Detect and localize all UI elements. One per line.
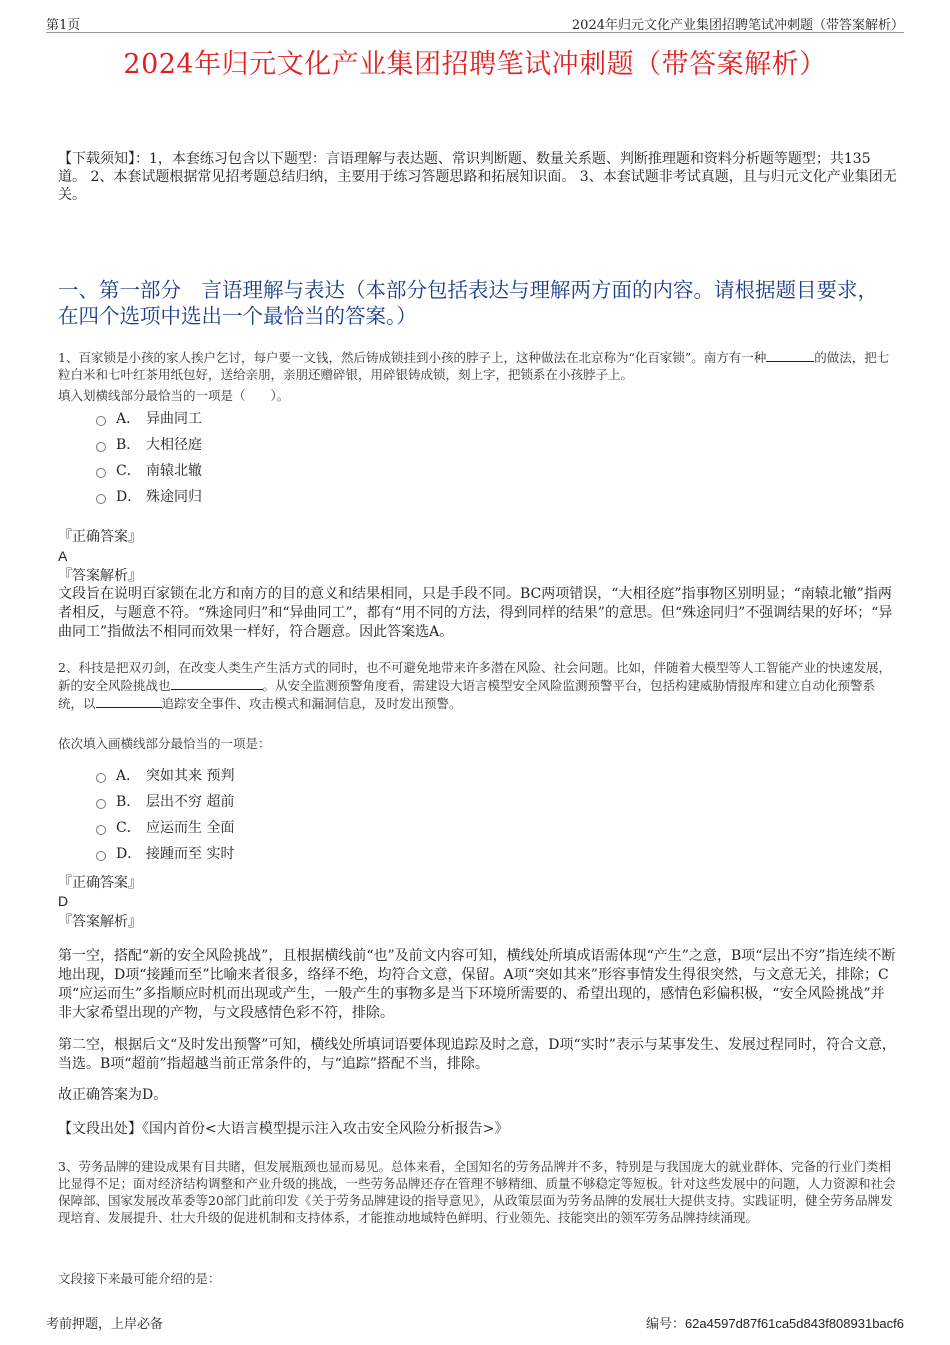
radio-icon[interactable]: [96, 468, 106, 478]
q1-stem-part-a: 1、百家锁是小孩的家人挨户乞讨，每户要一文钱，然后铸成锁挂到小孩的脖子上，这种做法在北京称为“化百家锁”。南方有一种: [58, 350, 767, 365]
radio-icon[interactable]: [96, 416, 106, 426]
footer-code-label: 编号：: [645, 1317, 685, 1332]
q2-option-b[interactable]: B． 层出不穷 超前: [96, 789, 234, 815]
radio-icon[interactable]: [96, 851, 106, 861]
radio-icon[interactable]: [96, 773, 106, 783]
header-page-number: 第1页: [46, 18, 81, 33]
footer-code-value: 62a4597d87f61ca5d843f808931bacf6: [684, 1316, 904, 1331]
footer-slogan: 考前押题，上岸必备: [46, 1317, 164, 1332]
radio-icon[interactable]: [96, 494, 106, 504]
q1-option-b[interactable]: B． 大相径庭: [96, 432, 202, 458]
q2-answer: D: [58, 893, 69, 909]
footer-code: [646, 1313, 904, 1332]
q2-blank-2: [96, 694, 162, 708]
q2-blank-1: [171, 676, 263, 690]
q1-answer-label: 『正确答案』: [58, 529, 142, 545]
q2-source: 【文段出处】《国内首份<大语言模型提示注入攻击安全风险分析报告>》: [58, 1121, 509, 1137]
question-2-stem: [58, 659, 898, 712]
q2-analysis-paragraph-2: 第二空，根据后文“及时发出预警”可知，横线处所填词语要体现追踪及时之意，D项“实时”表示与某事发生、发展过程同时，符合文意，当选。B项“超前”指超越当前正常条件的，与“追踪”搭配不当，排除。: [58, 1037, 896, 1072]
page-title: 2024年归元文化产业集团招聘笔试冲刺题（带答案解析）: [123, 49, 827, 80]
radio-icon[interactable]: [96, 825, 106, 835]
q2-prompt: 依次填入画横线部分最恰当的一项是：: [58, 736, 271, 751]
q2-options: [96, 763, 234, 867]
q2-analysis-paragraph-1: 第一空，搭配“新的安全风险挑战”，且根据横线前“也”及前文内容可知，横线处所填成语需体现“产生”之意，B项“层出不穷”指连续不断地出现，D项“接踵而至”比喻来者很多，络绎不绝，均符合文意，保留。A项“突如其来”形容事情发生得很突然，与文意无关，排除；C项“应运而生”多指顺应时机而出现或产生，一般产生的事物多是当下环境所需要的、希望出现的，感情色彩偏积极，“安全风险挑战”并非大家希望出现的产物，与文段感情色彩不符，排除。: [58, 948, 896, 1021]
section-title: 一、第一部分 言语理解与表达（本部分包括表达与理解两方面的内容。请根据题目要求，在四个选项中选出一个最恰当的答案。）: [58, 278, 878, 328]
question-3-stem: 3、劳务品牌的建设成果有目共睹，但发展瓶颈也显而易见。总体来看，全国知名的劳务品牌并不多，特别是与我国庞大的就业群体、完备的行业门类相比显得不足；面对经济结构调整和产业升级的挑战，一些劳务品牌还存在管理不够精细、质量不够稳定等短板。针对这些发展中的问题，人力资源和社会保障部、国家发展改革委等20部门此前印发《关于劳务品牌建设的指导意见》，从政策层面为劳务品牌的发展壮大提供支持。实践证明，健全劳务品牌发现培育、发展提升、壮大升级的促进机制和支持体系，才能推动地域特色鲜明、行业领先、技能突出的领军劳务品牌持续涌现。: [58, 1159, 896, 1225]
q2-stem-part-c: 追踪安全事件、攻击模式和漏洞信息，及时发出预警。: [161, 696, 462, 711]
header-doc-title: 2024年归元文化产业集团招聘笔试冲刺题（带答案解析）: [571, 18, 904, 33]
q3-prompt: 文段接下来最可能介绍的是：: [58, 1271, 221, 1286]
q2-analysis-label: 『答案解析』: [58, 914, 142, 930]
q1-option-d[interactable]: D． 殊途同归: [96, 484, 202, 510]
q1-analysis-label: 『答案解析』: [58, 568, 142, 584]
q1-options: [96, 406, 202, 510]
q1-option-a[interactable]: A． 异曲同工: [96, 406, 202, 432]
q1-blank: [766, 348, 814, 362]
q1-option-c[interactable]: C． 南辕北辙: [96, 458, 202, 484]
q2-stem-part-b: 。从安全监测预警角度看，需建设大语言模型安全风险监测预警平台，包括构建威胁情报库和建立自动化预警系统，以: [58, 678, 876, 711]
q1-stem-part-b: 的做法，把七粒白米和七叶红茶用纸包好，送给亲朋，亲朋还赠碎银，用碎银铸成锁，刻上字，把锁系在小孩脖子上。: [58, 350, 890, 382]
q1-answer: A: [58, 548, 68, 564]
q2-stem-part-a: 2、科技是把双刃剑，在改变人类生产生活方式的同时，也不可避免地带来许多潜在风险、社会问题。比如，伴随着大模型等人工智能产业的快速发展，新的安全风险挑战也: [58, 660, 891, 693]
q2-answer-label: 『正确答案』: [58, 875, 142, 891]
header-divider: [46, 32, 904, 33]
q1-analysis: 文段旨在说明百家锁在北方和南方的目的意义和结果相同，只是手段不同。BC两项错误，“大相径庭”指事物区别明显；“南辕北辙”指两者相反，与题意不符。“殊途同归”和“异曲同工”，都有“用不同的方法，得到同样的结果”的意思。但“殊途同归”不强调结果的好坏；“异曲同工”指做法不相同而效果一样好，符合题意。因此答案选A。: [58, 586, 893, 640]
q2-option-a[interactable]: A． 突如其来 预判: [96, 763, 234, 789]
q1-prompt: 填入划横线部分最恰当的一项是（ ）。: [58, 388, 290, 403]
q2-analysis-conclusion: 故正确答案为D。: [58, 1087, 168, 1103]
download-notice: 【下载须知】：1，本套练习包含以下题型：言语理解与表达题、常识判断题、数量关系题、判断推理题和资料分析题等题型；共135道。 2、本套试题根据常见招考题总结归纳，主要用于练习答题思路和拓展知识面。 3、本套试题非考试真题，且与归元文化产业集团无关。: [58, 151, 897, 203]
question-1-stem: [58, 348, 898, 383]
q2-option-d[interactable]: D． 接踵而至 实时: [96, 841, 234, 867]
radio-icon[interactable]: [96, 799, 106, 809]
radio-icon[interactable]: [96, 442, 106, 452]
q2-option-c[interactable]: C． 应运而生 全面: [96, 815, 234, 841]
